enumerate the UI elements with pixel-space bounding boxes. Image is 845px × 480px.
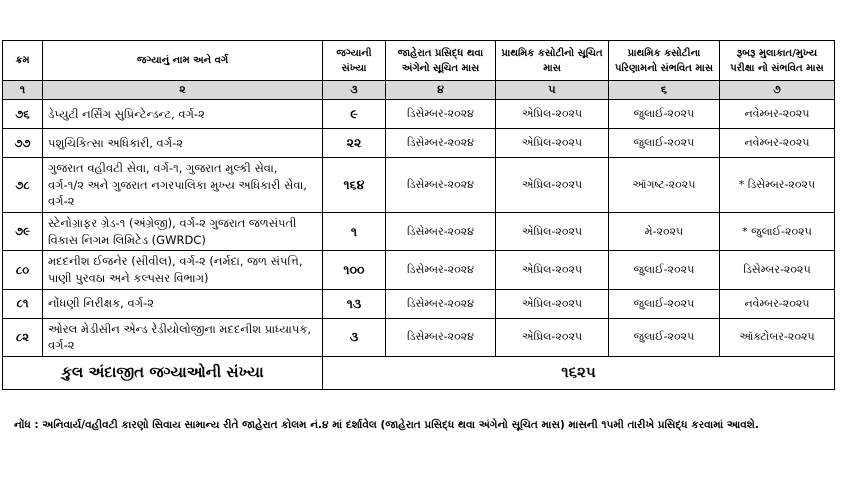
row-interview: * ડિસેમ્બર-૨૦૨૫ [720,158,835,213]
row-prelim-month: એપ્રિલ-૨૦૨૫ [496,213,609,251]
row-adv-month: ડિસેમ્બર-૨૦૨૪ [386,129,496,158]
row-prelim-result: જુલાઈ-૨૦૨૫ [609,251,720,289]
row-count: ૩ [323,318,386,356]
row-interview: ડિસેમ્બર-૨૦૨૫ [720,251,835,289]
row-adv-month: ડિસેમ્બર-૨૦૨૪ [386,100,496,129]
column-index-row [3,81,835,100]
row-post: સ્ટેનોગ્રાફર ગ્રેડ-૧ (અંગ્રેજી), વર્ગ-૨ ગુજરાત જળસંપતી વિકાસ નિગમ લિમિટેડ (GWRDC) [43,213,323,251]
row-sr: ૮૧ [3,289,43,318]
header-sr: ક્રમ [3,41,43,81]
row-sr: ૭૯ [3,213,43,251]
row-post: મદદનીશ ઈજનેર (સીવીલ), વર્ગ-૨ (નર્મદા, જળ સંપત્તિ, પાણી પુરવઠા અને કલ્પસર વિભાગ) [43,251,323,289]
header-interview: રૂબરૂ મુલાકાત/મુખ્ય પરીક્ષા નો સંભવિત માસ [720,41,835,81]
row-post: ગુજરાત વહીવટી સેવા, વર્ગ-૧, ગુજરાત મુલ્કી સેવા, વર્ગ-૧/૨ અને ગુજરાત નગરપાલિકા મુખ્ય અધિકારી સેવા, વર્ગ-૨ [43,158,323,213]
row-count: ૧ [323,213,386,251]
column-index: ૭ [720,81,835,100]
table-row [3,251,835,289]
row-count: ૧૦૦ [323,251,386,289]
row-adv-month: ડિસેમ્બર-૨૦૨૪ [386,289,496,318]
header-prelim-month: પ્રાથમિક કસોટીનો સૂચિત માસ [496,41,609,81]
total-value: ૧૬૨૫ [323,357,835,390]
header-adv-month: જાહેરાત પ્રસિદ્ધ થવા અંગેનો સૂચિત માસ [386,41,496,81]
row-count: ૧૩ [323,289,386,318]
column-index: ૧ [3,81,43,100]
total-row [3,357,835,390]
row-interview: નવેમ્બર-૨૦૨૫ [720,129,835,158]
total-label: કુલ અંદાજીત જગ્યાઓની સંખ્યા [3,357,323,390]
row-adv-month: ડિસેમ્બર-૨૦૨૪ [386,158,496,213]
row-count: ૨૨ [323,129,386,158]
header-row [3,41,835,81]
row-prelim-month: એપ્રિલ-૨૦૨૫ [496,158,609,213]
row-prelim-result: જુલાઈ-૨૦૨૫ [609,100,720,129]
row-count: ૯ [323,100,386,129]
row-prelim-result: જુલાઈ-૨૦૨૫ [609,289,720,318]
row-prelim-result: જુલાઈ-૨૦૨૫ [609,129,720,158]
row-adv-month: ડિસેમ્બર-૨૦૨૪ [386,251,496,289]
row-prelim-month: એપ્રિલ-૨૦૨૫ [496,289,609,318]
row-interview: * જુલાઈ-૨૦૨૫ [720,213,835,251]
schedule-table [2,40,835,390]
row-post: પશુચિકિત્સા અધિકારી, વર્ગ-૨ [43,129,323,158]
column-index: ૬ [609,81,720,100]
table-row [3,289,835,318]
header-prelim-result: પ્રાથમિક કસોટીના પરિણામનો સંભવિત માસ [609,41,720,81]
row-prelim-month: એપ્રિલ-૨૦૨૫ [496,129,609,158]
column-index: ૩ [323,81,386,100]
row-adv-month: ડિસેમ્બર-૨૦૨૪ [386,213,496,251]
row-sr: ૭૮ [3,158,43,213]
row-prelim-result: મે-૨૦૨૫ [609,213,720,251]
row-interview: ઑક્ટોબર-૨૦૨૫ [720,318,835,356]
column-index: ૪ [386,81,496,100]
row-adv-month: ડિસેમ્બર-૨૦૨૪ [386,318,496,356]
row-prelim-result: ઑગષ્ટ-૨૦૨૫ [609,158,720,213]
row-count: ૧૬૪ [323,158,386,213]
row-post: ઓરલ મેડીસીન એન્ડ રેડીયોલોજીના મદદનીશ પ્રાધ્યાપક, વર્ગ-૨ [43,318,323,356]
row-sr: ૮૨ [3,318,43,356]
row-sr: ૭૭ [3,129,43,158]
row-post: ડેપ્યુટી નર્સિંગ સુપ્રિન્ટેન્ડન્ટ, વર્ગ-૨ [43,100,323,129]
table-row [3,100,835,129]
row-prelim-month: એપ્રિલ-૨૦૨૫ [496,251,609,289]
column-index: ૫ [496,81,609,100]
table-row [3,158,835,213]
header-count: જગ્યાની સંખ્યા [323,41,386,81]
row-interview: નવેમ્બર-૨૦૨૫ [720,289,835,318]
table-row [3,129,835,158]
row-prelim-month: એપ્રિલ-૨૦૨૫ [496,100,609,129]
row-sr: ૭૬ [3,100,43,129]
column-index: ૨ [43,81,323,100]
table-row [3,213,835,251]
row-post: નોંધણી નિરીક્ષક, વર્ગ-૨ [43,289,323,318]
row-sr: ૮૦ [3,251,43,289]
table-row [3,318,835,356]
row-interview: નવેમ્બર-૨૦૨૫ [720,100,835,129]
header-post: જગ્યાનું નામ અને વર્ગ [43,41,323,81]
row-prelim-month: એપ્રિલ-૨૦૨૫ [496,318,609,356]
recruitment-schedule [0,40,837,390]
footnote: નોંધ : અનિવાર્ય/વહીવટી કારણો સિવાય સામાન્ય રીતે જાહેરાત કોલમ નં.૪ માં દર્શાવેલ (જાહેરાત પ્રસિદ્ધ થવા અંગેનો સૂચિત માસ) માસની ૧૫મી તારીખે પ્રસિદ્ધ કરવામાં આવશે. [14,419,759,431]
row-prelim-result: જુલાઈ-૨૦૨૫ [609,318,720,356]
